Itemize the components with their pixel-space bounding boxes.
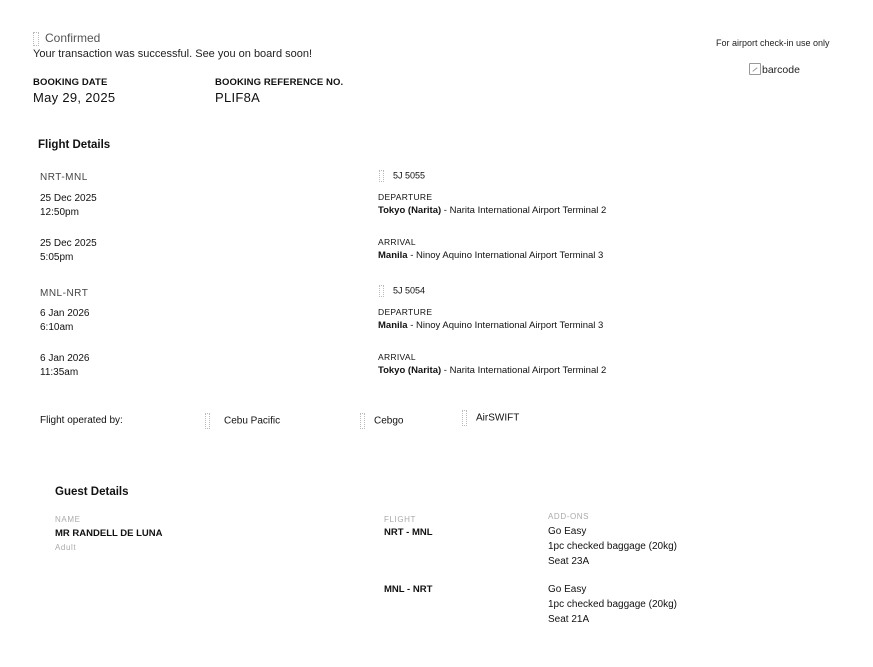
- carrier-name: Cebu Pacific: [224, 415, 281, 427]
- departure-label: DEPARTURE: [378, 307, 433, 317]
- departure-time: 6:10am: [40, 322, 74, 333]
- arrival-airport-name: - Ninoy Aquino International Airport Terminal 3: [407, 250, 604, 261]
- flight-number: [379, 285, 425, 297]
- carrier-name: Cebgo: [374, 415, 404, 427]
- airline-logo-icon: [379, 170, 384, 182]
- checkin-note: For airport check-in use only: [716, 38, 830, 48]
- departure-city: Manila: [378, 320, 408, 331]
- success-message: Your transaction was successful. See you on board soon!: [33, 48, 313, 60]
- addon-item: Seat 23A: [548, 556, 590, 567]
- status-text: Confirmed: [45, 31, 101, 45]
- flight-number-text: 5J 5055: [393, 170, 426, 181]
- carrier-logo-icon: [360, 413, 365, 429]
- confirmation-status: [33, 31, 100, 46]
- name-column-label: NAME: [55, 515, 81, 524]
- arrival-airport: [378, 365, 606, 376]
- departure-time: 12:50pm: [40, 207, 79, 218]
- barcode-alt-text: barcode: [762, 64, 800, 76]
- arrival-airport-name: - Narita International Airport Terminal 2: [441, 365, 607, 376]
- airline-logo-icon: [379, 285, 384, 297]
- guest-segment-route: NRT - MNL: [384, 527, 433, 538]
- departure-city: Tokyo (Narita): [378, 205, 442, 216]
- barcode-image: [749, 63, 800, 76]
- departure-date: 6 Jan 2026: [40, 308, 90, 319]
- arrival-label: ARRIVAL: [378, 237, 416, 247]
- flight-number-text: 5J 5054: [393, 285, 426, 296]
- departure-label: DEPARTURE: [378, 192, 433, 202]
- operated-by-label: Flight operated by:: [40, 415, 123, 426]
- leg-route: NRT-MNL: [40, 172, 88, 183]
- departure-date: 25 Dec 2025: [40, 193, 97, 204]
- carrier-cebgo: [360, 413, 403, 429]
- addon-item: 1pc checked baggage (20kg): [548, 599, 677, 610]
- guest-type: Adult: [55, 543, 77, 552]
- arrival-date: 6 Jan 2026: [40, 353, 90, 364]
- carrier-cebu-pacific: [205, 413, 280, 429]
- arrival-city: Manila: [378, 250, 408, 261]
- arrival-airport: [378, 250, 603, 261]
- broken-image-icon: [749, 63, 761, 75]
- flight-details-title: Flight Details: [38, 139, 111, 151]
- departure-airport-name: - Ninoy Aquino International Airport Terminal 3: [407, 320, 604, 331]
- booking-ref-label: BOOKING REFERENCE NO.: [215, 77, 344, 88]
- departure-airport-name: - Narita International Airport Terminal 2: [441, 205, 607, 216]
- carrier-name: AirSWIFT: [476, 412, 520, 424]
- flight-number: [379, 170, 425, 182]
- addon-item: Go Easy: [548, 526, 587, 537]
- addons-column-label: ADD-ONS: [548, 512, 590, 521]
- carrier-airswift: [462, 410, 519, 426]
- guest-name: MR RANDELL DE LUNA: [55, 528, 163, 539]
- carrier-logo-icon: [205, 413, 210, 429]
- arrival-label: ARRIVAL: [378, 352, 416, 362]
- guest-details-title: Guest Details: [55, 486, 129, 498]
- booking-date-label: BOOKING DATE: [33, 77, 108, 88]
- departure-airport: [378, 205, 606, 216]
- status-icon: [33, 32, 39, 46]
- booking-ref-value: PLIF8A: [215, 90, 261, 105]
- arrival-city: Tokyo (Narita): [378, 365, 442, 376]
- addon-item: 1pc checked baggage (20kg): [548, 541, 677, 552]
- carrier-logo-icon: [462, 410, 467, 426]
- guest-segment-route: MNL - NRT: [384, 584, 433, 595]
- departure-airport: [378, 320, 603, 331]
- booking-date-value: May 29, 2025: [33, 90, 116, 105]
- arrival-time: 11:35am: [40, 367, 79, 378]
- arrival-time: 5:05pm: [40, 252, 74, 263]
- addon-item: Go Easy: [548, 584, 587, 595]
- leg-route: MNL-NRT: [40, 288, 89, 299]
- flight-column-label: FLIGHT: [384, 515, 417, 524]
- arrival-date: 25 Dec 2025: [40, 238, 97, 249]
- addon-item: Seat 21A: [548, 614, 590, 625]
